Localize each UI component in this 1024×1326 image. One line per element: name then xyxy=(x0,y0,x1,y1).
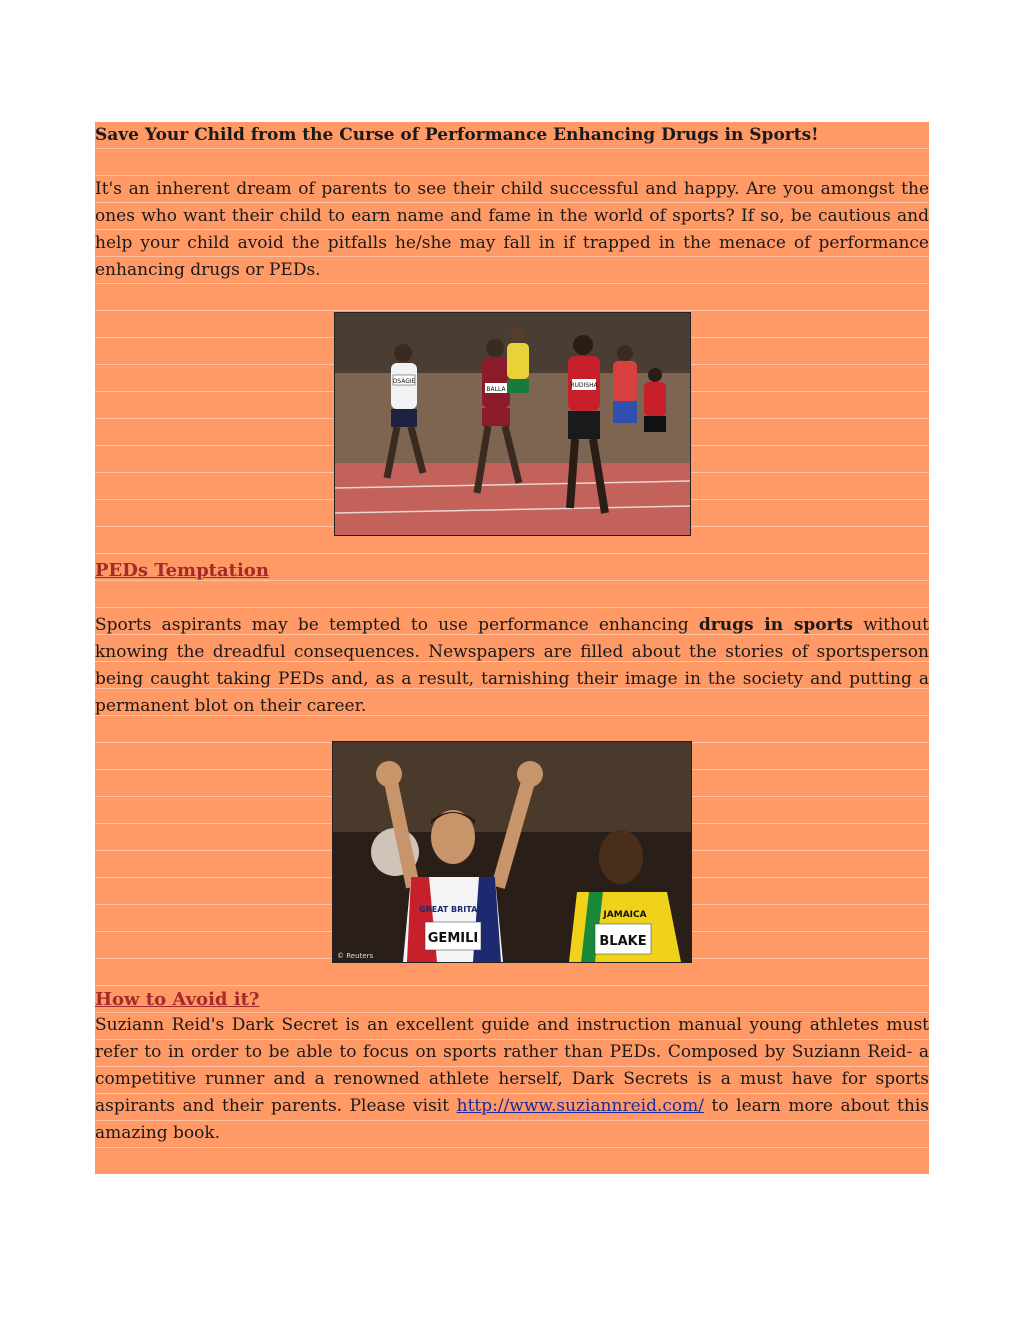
document-panel xyxy=(95,122,929,1174)
bib-label-blake: BLAKE xyxy=(599,934,647,949)
bib-label-2: BALLA xyxy=(486,386,506,393)
runners-photo xyxy=(334,312,691,536)
peds-temptation-paragraph xyxy=(95,612,929,720)
section-heading-peds-temptation[interactable]: PEDs Temptation xyxy=(95,560,269,581)
intro-paragraph: It's an inherent dream of parents to see their child successful and happy. Are you amongst the ones who want their child to earn name and fame in the world of sports? If so, be cautious and help your child avoid the pitfalls he/she may fall in if trapped in the menace of performance enhancing drugs or PEDs. xyxy=(95,179,929,280)
photo-credit: © Reuters xyxy=(337,952,374,960)
athletes-illustration xyxy=(333,742,691,962)
section-heading-how-to-avoid[interactable]: How to Avoid it? xyxy=(95,989,260,1010)
suziannreid-link[interactable]: http://www.suziannreid.com/ xyxy=(456,1096,704,1116)
paragraph-text: Sports aspirants may be tempted to use performance enhancing xyxy=(95,615,699,635)
runners-illustration xyxy=(335,313,690,535)
bib-label-1: OSAGIE xyxy=(392,378,416,385)
shirt-label-gb: GREAT BRITAIN xyxy=(419,905,487,914)
bib-label-gemili: GEMILI xyxy=(427,931,479,946)
bold-keyword: drugs in sports xyxy=(698,615,853,635)
athletes-photo xyxy=(332,741,692,963)
document-title: Save Your Child from the Curse of Performance Enhancing Drugs in Sports! xyxy=(95,125,819,145)
paragraph-text: Suziann Reid's Dark Secret is an excellent guide and instruction manual young athletes must refer to in order to be able to focus on sports rather than PEDs. Composed by Suziann Reid- a competitive runner and a renowned athlete herself, Dark Secrets is a must have for sports aspirants and their parents. Please visit xyxy=(95,1015,929,1116)
paragraph-text: without knowing the dreadful consequences. Newspapers are filled about the stories of sportsperson being caught taking PEDs and, as a result, tarnishing their image in the society and putting a permanent blot on their career. xyxy=(95,615,929,716)
shirt-label-jamaica: JAMAICA xyxy=(603,910,647,920)
paragraph-text: to learn more about this amazing book. xyxy=(95,1096,930,1143)
bib-label-3: RUDISHA xyxy=(570,382,598,389)
how-to-avoid-paragraph xyxy=(95,1012,929,1147)
